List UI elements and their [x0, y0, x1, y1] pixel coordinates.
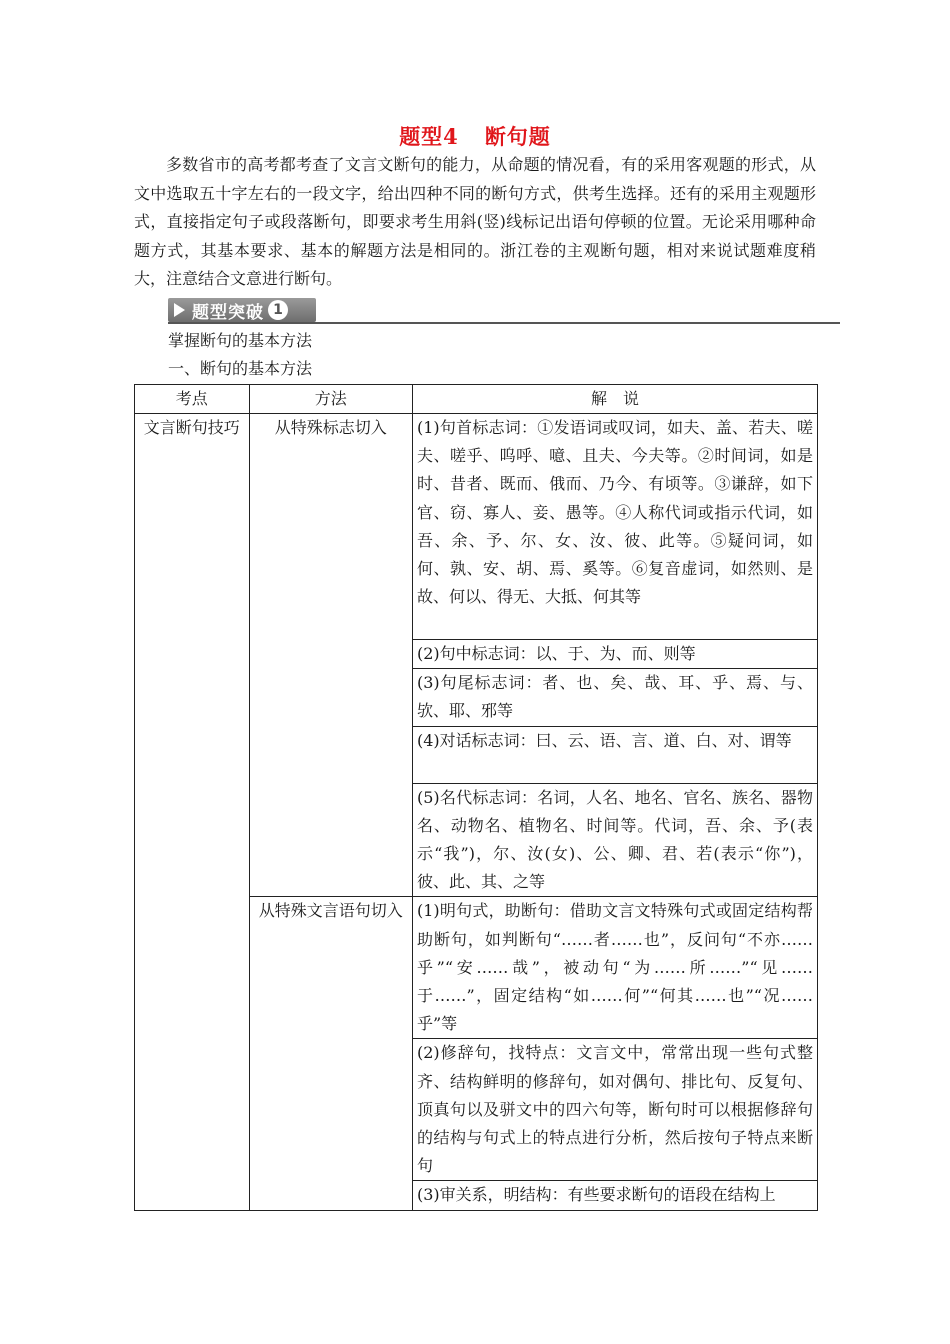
- methods-table: [134, 384, 818, 1211]
- intro-paragraph: 多数省市的高考都考查了文言文断句的能力，从命题的情况看，有的采用客观题的形式，从文中选取五十字左右的一段文字，给出四种不同的断句方式，供考生选择。还有的采用主观题形式，直接指定句子或段落断句，即要求考生用斜(竖)线标记出语句停顿的位置。无论采用哪种命题方式，其基本要求、基本的解题方法是相同的。浙江卷的主观断句题，相对来说试题难度稍大，注意结合文意进行断句。: [134, 155, 816, 288]
- method-cell-special-sentences: 从特殊文言语句切入: [249, 897, 412, 1210]
- section-heading: 掌握断句的基本方法: [168, 331, 313, 350]
- section-banner: [168, 298, 316, 322]
- title-part-2: 断句题: [484, 124, 551, 149]
- banner-number-badge: 1: [268, 300, 288, 320]
- header-method: 方法: [249, 385, 412, 414]
- subsection-heading: 一、断句的基本方法: [168, 359, 313, 378]
- explanation-cell: (3)审关系，明结构：有些要求断句的语段在结构上: [412, 1181, 817, 1210]
- topic-cell: 文言断句技巧: [135, 414, 250, 1211]
- banner-rule: [168, 322, 840, 324]
- explanation-cell: (1)明句式，助断句：借助文言文特殊句式或固定结构帮助断句，如判断句“……者……也”，反问句“不亦……乎”“安……哉”，被动句“为……所……”“见……于……”，固定结构“如……何”“何其……也”“况……乎”等: [412, 897, 817, 1039]
- explanation-cell: (2)句中标志词：以、于、为、而、则等: [412, 640, 817, 669]
- title-part-1: 题型4: [399, 124, 459, 149]
- banner-label: 题型突破: [192, 302, 264, 323]
- method-cell-special-marks: 从特殊标志切入: [249, 414, 412, 897]
- header-topic: 考点: [135, 385, 250, 414]
- explanation-cell: (3)句尾标志词：者、也、矣、哉、耳、乎、焉、与、欤、耶、邪等: [412, 669, 817, 726]
- explanation-cell: (1)句首标志词：①发语词或叹词，如夫、盖、若夫、嗟夫、嗟乎、呜呼、噫、且夫、今夫等。②时间词，如是时、昔者、既而、俄而、乃今、有顷等。③谦辞，如下官、窃、寡人、妾、愚等。④人称代词或指示代词，如吾、余、予、尔、女、汝、彼、此等。⑤疑问词，如何、孰、安、胡、焉、奚等。⑥复音虚词，如然则、是故、何以、得无、大抵、何其等: [412, 414, 817, 640]
- table-header-row: [135, 385, 818, 414]
- play-arrow-icon: [174, 303, 185, 317]
- header-explanation: 解 说: [412, 385, 817, 414]
- explanation-cell: (2)修辞句，找特点：文言文中，常常出现一些句式整齐、结构鲜明的修辞句，如对偶句、排比句、反复句、顶真句以及骈文中的四六句等，断句时可以根据修辞句的结构与句式上的特点进行分析，然后按句子特点来断句: [412, 1039, 817, 1181]
- explanation-cell: (5)名代标志词：名词，人名、地名、官名、族名、器物名、动物名、植物名、时间等。代词，吾、余、予(表示“我”)，尔、汝(女)、公、卿、君、若(表示“你”)，彼、此、其、之等: [412, 783, 817, 897]
- table-row: [135, 414, 818, 640]
- explanation-cell: (4)对话标志词：曰、云、语、言、道、白、对、谓等: [412, 726, 817, 783]
- page-title: [0, 121, 950, 151]
